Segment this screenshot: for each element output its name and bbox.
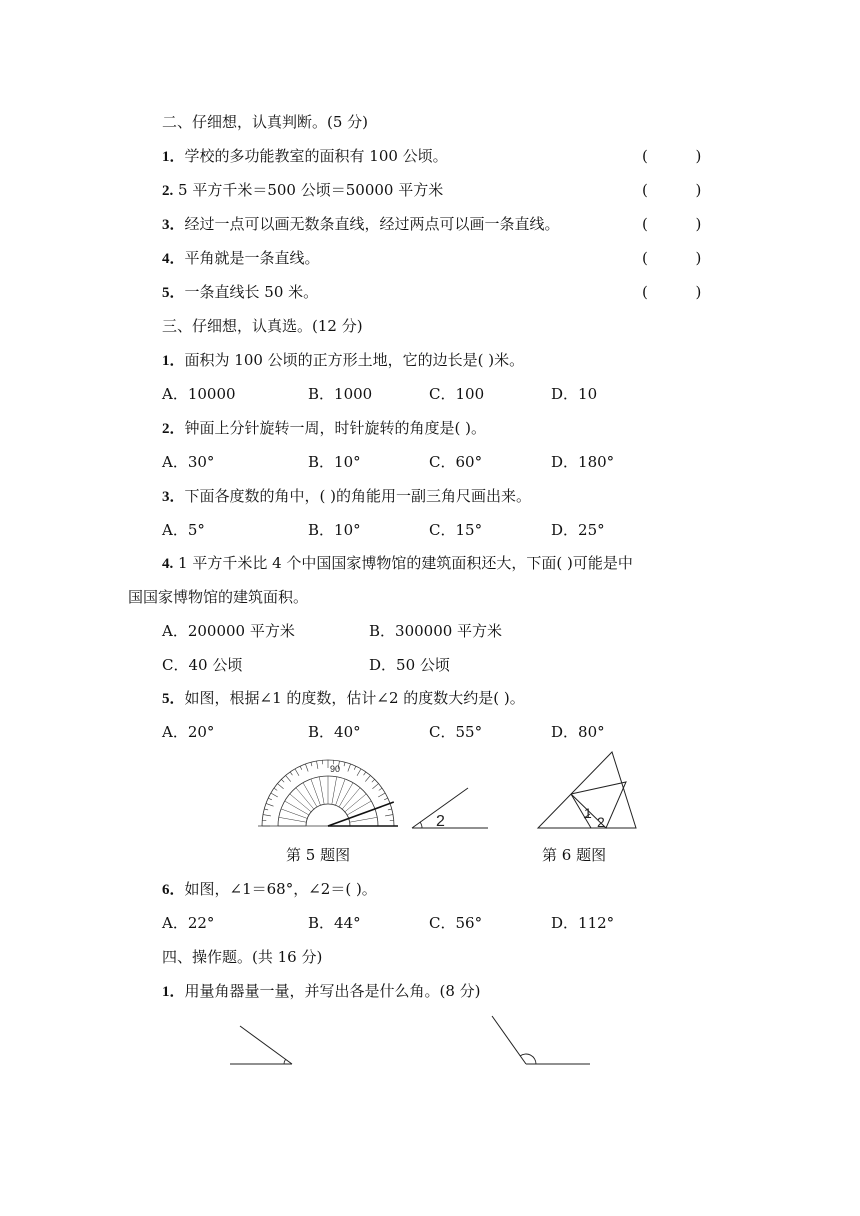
question-number: 2．	[162, 421, 185, 437]
answer-paren-1[interactable]: ( )	[642, 147, 702, 165]
choice-question-1	[162, 350, 524, 371]
option-d[interactable]: D．50 公顷	[369, 656, 450, 674]
choice-question-2	[162, 418, 486, 439]
choice-question-4	[162, 553, 633, 574]
question-number: 1．	[162, 353, 185, 369]
question-text: 1 平方千米比 4 个中国国家博物馆的建筑面积还大，下面( )可能是中	[173, 554, 633, 572]
option-d[interactable]: D．80°	[551, 723, 605, 741]
option-b[interactable]: B．40°	[308, 723, 361, 741]
item-text: 学校的多功能教室的面积有 100 公顷。	[184, 147, 448, 165]
angle-2-label: 2	[436, 813, 445, 830]
option-a[interactable]: A．200000 平方米	[162, 622, 295, 640]
figure-6-caption: 第 6 题图	[542, 846, 607, 864]
question-number: 6．	[162, 882, 185, 898]
item-text: 5 平方千米＝500 公顷＝50000 平方米	[173, 181, 444, 199]
option-a[interactable]: A．30°	[162, 453, 215, 471]
option-a[interactable]: A．5°	[162, 521, 205, 539]
section-3-title: 三、仔细想，认真选。(12 分)	[162, 317, 363, 335]
question-number: 1．	[162, 984, 185, 1000]
question-number: 4.	[162, 556, 174, 572]
question-text: 如图，根据∠1 的度数，估计∠2 的度数大约是( )。	[184, 689, 525, 707]
choice-question-3	[162, 486, 531, 507]
option-b[interactable]: B．300000 平方米	[369, 622, 503, 640]
choice-question-5	[162, 688, 525, 709]
option-b[interactable]: B．1000	[308, 385, 373, 403]
angle-2-figure	[408, 760, 490, 832]
item-number: 3．	[162, 217, 185, 233]
question-number: 5．	[162, 691, 185, 707]
operation-question-1	[162, 981, 481, 1002]
answer-paren-2[interactable]: ( )	[642, 181, 702, 199]
answer-paren-5[interactable]: ( )	[642, 283, 702, 301]
option-d[interactable]: D．25°	[551, 521, 605, 539]
option-d[interactable]: D．10	[551, 385, 598, 403]
item-text: 平角就是一条直线。	[184, 249, 320, 267]
acute-angle-figure	[228, 1020, 296, 1068]
option-d[interactable]: D．180°	[551, 453, 615, 471]
triangle-figure	[536, 750, 638, 832]
option-c[interactable]: C．56°	[429, 914, 483, 932]
judge-item-3	[162, 214, 560, 235]
item-number: 4．	[162, 251, 185, 267]
svg-text:90: 90	[330, 764, 341, 774]
option-c[interactable]: C．100	[429, 385, 485, 403]
question-number: 3．	[162, 489, 185, 505]
option-c[interactable]: C．60°	[429, 453, 483, 471]
section-4-title: 四、操作题。(共 16 分)	[162, 948, 323, 966]
option-c[interactable]: C．40 公顷	[162, 656, 243, 674]
judge-item-1	[162, 146, 448, 167]
option-a[interactable]: A．20°	[162, 723, 215, 741]
question-text: 下面各度数的角中，( )的角能用一副三角尺画出来。	[184, 487, 531, 505]
question-text: 面积为 100 公顷的正方形土地，它的边长是( )米。	[184, 351, 525, 369]
answer-paren-4[interactable]: ( )	[642, 249, 702, 267]
section-2-title: 二、仔细想，认真判断。(5 分)	[162, 113, 369, 131]
protractor-figure	[258, 752, 398, 832]
choice-question-6	[162, 879, 377, 900]
option-b[interactable]: B．10°	[308, 521, 361, 539]
option-a[interactable]: A．10000	[162, 385, 236, 403]
question-text: 如图，∠1＝68°，∠2＝( )。	[184, 880, 377, 898]
figure-5-caption: 第 5 题图	[286, 846, 351, 864]
angle-2-label: 2	[597, 814, 605, 830]
item-text: 一条直线长 50 米。	[184, 283, 319, 301]
option-c[interactable]: C．15°	[429, 521, 483, 539]
item-number: 1．	[162, 149, 185, 165]
judge-item-4	[162, 248, 320, 269]
option-b[interactable]: B．10°	[308, 453, 361, 471]
option-c[interactable]: C．55°	[429, 723, 483, 741]
judge-item-5	[162, 282, 318, 303]
angle-1-label: 1	[584, 805, 592, 821]
answer-paren-3[interactable]: ( )	[642, 215, 702, 233]
obtuse-angle-figure	[488, 1012, 592, 1068]
item-text: 经过一点可以画无数条直线，经过两点可以画一条直线。	[184, 215, 560, 233]
option-a[interactable]: A．22°	[162, 914, 215, 932]
judge-item-2	[162, 180, 443, 201]
item-number: 2.	[162, 183, 174, 199]
question-text: 钟面上分针旋转一周，时针旋转的角度是( )。	[184, 419, 486, 437]
item-number: 5．	[162, 285, 185, 301]
option-b[interactable]: B．44°	[308, 914, 361, 932]
question-text: 用量角器量一量，并写出各是什么角。(8 分)	[184, 982, 481, 1000]
option-d[interactable]: D．112°	[551, 914, 615, 932]
question-4-continuation: 国国家博物馆的建筑面积。	[128, 588, 309, 606]
